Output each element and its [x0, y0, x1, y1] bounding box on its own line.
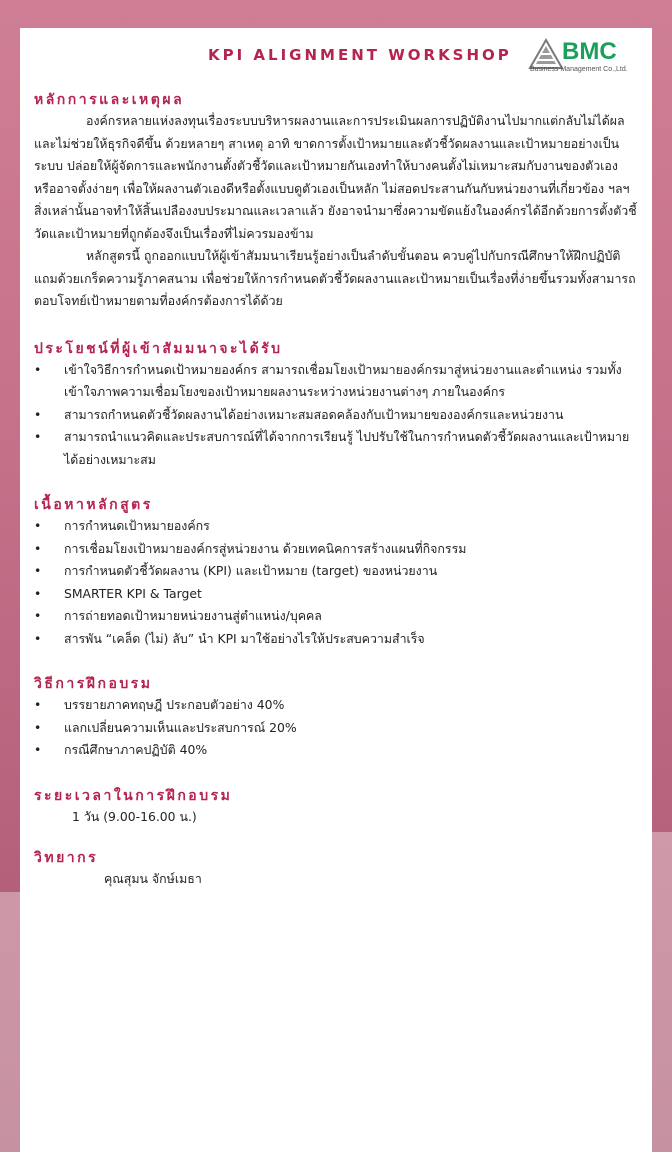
bmc-logo	[526, 38, 646, 78]
duration-heading: ระยะเวลาในการฝึกอบรม	[34, 787, 233, 804]
bullet-icon: •	[34, 742, 42, 757]
section-duration	[34, 786, 638, 829]
bullet-icon: •	[34, 518, 42, 533]
bullet-icon: •	[34, 630, 42, 646]
logo-text: BMC	[562, 38, 617, 65]
bullet-icon: •	[34, 406, 42, 422]
bullet-icon: •	[34, 719, 42, 735]
list-item-text: การกำหนดเป้าหมายองค์กร	[64, 518, 210, 533]
content-panel	[20, 28, 652, 1152]
list-item	[34, 404, 638, 427]
list-item-text: เข้าใจวิธีการกำหนดเป้าหมายองค์กร สามารถเชื่อมโยงเป้าหมายองค์กรมาสู่หน่วยงานและตำแหน่ง รวมทั้งเข้าใจภาพความเชื่อมโยงของเป้าหมายผลงานระหว่างหน่วยงานต่างๆ ภายในองค์กร	[64, 361, 622, 399]
benefits-heading: ประโยชน์ที่ผู้เข้าสัมมนาจะได้รับ	[34, 340, 283, 357]
list-item	[34, 538, 638, 561]
list-item-text: การเชื่อมโยงเป้าหมายองค์กรสู่หน่วยงาน ด้วยเทคนิคการสร้างแผนที่กิจกรรม	[64, 540, 467, 556]
list-item-text: SMARTER KPI & Target	[64, 585, 202, 601]
list-item	[34, 426, 638, 471]
principle-paragraph-2: หลักสูตรนี้ ถูกออกแบบให้ผู้เข้าสัมมนาเรียนรู้อย่างเป็นลำดับขั้นตอน ควบคู่ไปกับกรณีศึกษาให้ฝึกปฏิบัติแถมด้วยเกร็ดความรู้ภาคสนาม เพื่อช่วยให้การกำหนดตัวชี้วัดผลงานและเป้าหมายเป็นเรื่องที่ง่ายขึ้นรวมทั้งสามารถตอบโจทย์เป้าหมายตามที่องค์กรต้องการได้ด้วย	[34, 248, 636, 308]
content-list	[34, 515, 638, 650]
list-item	[34, 359, 638, 404]
list-item	[34, 628, 638, 651]
list-item	[34, 583, 638, 606]
list-item-text: สารพัน “เคล็ด (ไม่) ลับ” นำ KPI มาใช้อย่างไรให้ประสบความสำเร็จ	[64, 630, 425, 646]
section-speaker	[34, 848, 638, 891]
list-item	[34, 605, 638, 628]
method-list	[34, 694, 638, 762]
bullet-icon: •	[34, 697, 42, 712]
speaker-name: คุณสุมน จักษ์เมธา	[104, 871, 202, 886]
bullet-icon: •	[34, 563, 42, 578]
method-heading: วิธีการฝึกอบรม	[34, 676, 153, 692]
list-item	[34, 515, 638, 538]
benefits-list	[34, 359, 638, 472]
logo-subtitle: Business Management Co.,Ltd.	[530, 66, 628, 73]
header	[20, 28, 652, 90]
list-item	[34, 717, 638, 740]
workshop-title: KPI ALIGNMENT WORKSHOP	[208, 46, 512, 64]
section-benefits	[34, 339, 638, 472]
bullet-icon: •	[34, 585, 42, 601]
list-item-text: สามารถกำหนดตัวชี้วัดผลงานได้อย่างเหมาะสมสอดคล้องกับเป้าหมายขององค์กรและหน่วยงาน	[64, 406, 564, 422]
bullet-icon: •	[34, 361, 42, 377]
duration-text: 1 วัน (9.00-16.00 น.)	[72, 808, 197, 824]
list-item-text: แลกเปลี่ยนความเห็นและประสบการณ์ 20%	[64, 719, 297, 735]
speaker-heading: วิทยากร	[34, 850, 99, 866]
list-item-text: การกำหนดตัวชี้วัดผลงาน (KPI) และเป้าหมาย (target) ของหน่วยงาน	[64, 563, 438, 578]
principle-paragraph-1: องค์กรหลายแห่งลงทุนเรื่องระบบบริหารผลงานและการประเมินผลการปฏิบัติงานไปมากแต่กลับไม่ได้ผล และไม่ช่วยให้ธุรกิจดีขึ้น ด้วยหลายๆ สาเหตุ อาทิ ขาดการตั้งเป้าหมายและตัวชี้วัดผลงานและเป้าหมายอย่างเป็นระบบ ปล่อยให้ผู้จัดการและพนักงานตั้งตัวชี้วัดและเป้าหมายกันเองทำให้บางคนตั้งไม่เหมาะสมกับงานของตัวเอง หรืออาจตั้งง่ายๆ เพื่อให้ผลงานตัวเองดีหรือตั้งแบบดูตัวเองเป็นหลัก ไม่สอดประสานกันกับหน่วยงานที่เกี่ยวข้อง ฯลฯ สิ่งเหล่านั้นอาจทำให้สิ้นเปลืองงบประมาณและเวลาแล้ว ยังอาจนำมาซึ่งความขัดแย้งในองค์กรได้อีกด้วยการตั้งตัวชี้วัดและเป้าหมายที่ถูกต้องจึงเป็นเรื่องที่ไม่ควรมองข้าม	[34, 113, 637, 241]
list-item-text: บรรยายภาคทฤษฎี ประกอบตัวอย่าง 40%	[64, 697, 285, 712]
bullet-icon: •	[34, 608, 42, 623]
section-content	[34, 495, 638, 650]
section-principle	[34, 90, 638, 313]
course-content	[34, 90, 638, 891]
principle-heading: หลักการและเหตุผล	[34, 92, 185, 108]
content-heading: เนื้อหาหลักสูตร	[34, 497, 153, 513]
bullet-icon: •	[34, 429, 42, 444]
list-item	[34, 694, 638, 717]
list-item-text: กรณีศึกษาภาคปฏิบัติ 40%	[64, 742, 208, 757]
list-item-text: การถ่ายทอดเป้าหมายหน่วยงานสู่ตำแหน่ง/บุคคล	[64, 608, 322, 623]
list-item-text: สามารถนำแนวคิดและประสบการณ์ที่ได้จากการเรียนรู้ ไปปรับใช้ในการกำหนดตัวชี้วัดผลงานและเป้าหมายได้อย่างเหมาะสม	[64, 429, 630, 467]
section-method	[34, 674, 638, 762]
list-item	[34, 560, 638, 583]
list-item	[34, 739, 638, 762]
bullet-icon: •	[34, 540, 42, 556]
